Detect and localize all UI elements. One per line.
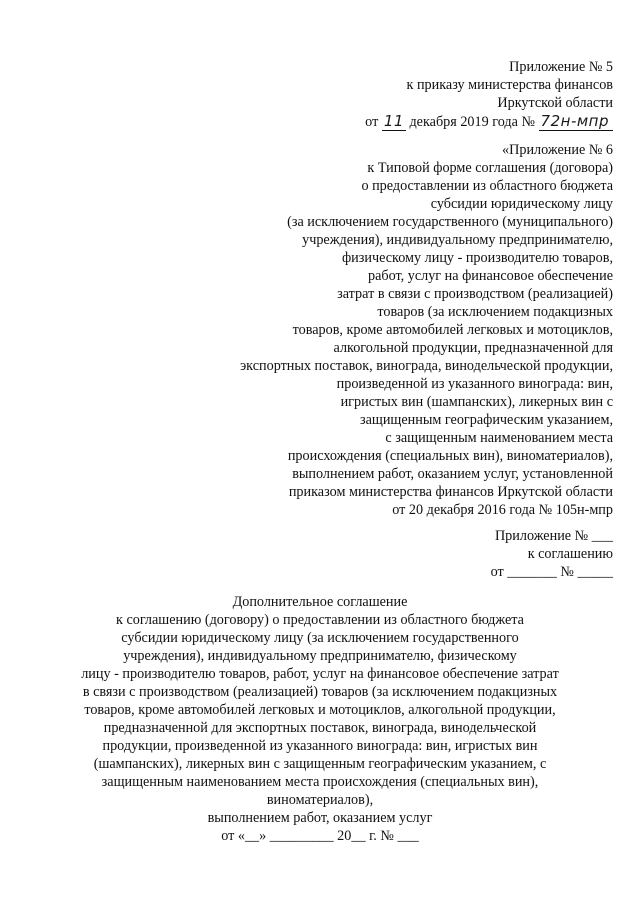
- appendix6-line: к Типовой форме соглашения (договора): [367, 160, 613, 176]
- title-line: предназначенной для экспортных поставок, винограда, винодельческой: [103, 720, 537, 736]
- agreement-appendix-line: Приложение № ___: [494, 528, 613, 544]
- order-date-line: [365, 112, 613, 131]
- appendix6-line: от 20 декабря 2016 года № 105н-мпр: [392, 502, 613, 518]
- title-line: (шампанских), ликерных вин с защищенным географическим указанием, с: [93, 756, 547, 772]
- agreement-appendix-line: от _______ № _____: [490, 564, 613, 580]
- appendix6-line: защищенным географическим указанием,: [360, 412, 613, 428]
- appendix6-line: приказом министерства финансов Иркутской области: [288, 484, 613, 500]
- appendix6-line: произведенной из указанного винограда: вин,: [336, 376, 613, 392]
- title-line: к соглашению (договору) о предоставлении из областного бюджета: [116, 612, 524, 628]
- title-line: лицу - производителю товаров, работ, услуг на финансовое обеспечение затрат: [81, 666, 559, 682]
- document-title: Дополнительное соглашение: [232, 594, 408, 610]
- appendix6-line: физическому лицу - производителю товаров,: [341, 250, 613, 266]
- order-date-prefix: от: [365, 114, 379, 130]
- handwritten-day: 11: [383, 112, 404, 130]
- title-line: защищенным наименованием места происхождения (специальных вин),: [101, 774, 539, 790]
- header-line-1: Приложение № 5: [509, 59, 613, 75]
- appendix6-line: учреждения), индивидуальному предпринимателю,: [302, 232, 613, 248]
- appendix6-line: товаров (за исключением подакцизных: [377, 304, 613, 320]
- title-line: виноматериалов),: [266, 792, 374, 808]
- title-line: продукции, произведенной из указанного винограда: вин, игристых вин: [102, 738, 538, 754]
- title-line: выполнением работ, оказанием услуг: [207, 810, 433, 826]
- appendix6-line: (за исключением государственного (муниципального): [287, 214, 613, 230]
- header-line-2: к приказу министерства финансов: [406, 77, 613, 93]
- appendix6-line: игристых вин (шампанских), ликерных вин с: [340, 394, 613, 410]
- appendix6-line: происхождения (специальных вин), виноматериалов),: [287, 448, 613, 464]
- appendix6-line: с защищенным наименованием места: [385, 430, 613, 446]
- appendix6-line: алкогольной продукции, предназначенной для: [333, 340, 613, 356]
- agreement-appendix-line: к соглашению: [527, 546, 613, 562]
- order-date-middle: декабря 2019 года №: [409, 114, 535, 130]
- handwritten-order-number: 72н-мпр: [539, 112, 613, 131]
- title-line: субсидии юридическому лицу (за исключением государственного: [121, 630, 519, 646]
- appendix6-line: субсидии юридическому лицу: [430, 196, 613, 212]
- appendix6-line: экспортных поставок, винограда, винодельческой продукции,: [240, 358, 613, 374]
- title-line: в связи с производством (реализацией) товаров (за исключением подакцизных: [82, 684, 558, 700]
- appendix6-line: о предоставлении из областного бюджета: [361, 178, 613, 194]
- header-line-3: Иркутской области: [497, 95, 613, 111]
- title-date-line: от «__» _________ 20__ г. № ___: [221, 828, 419, 844]
- title-line: товаров, кроме автомобилей легковых и мотоциклов, алкогольной продукции,: [84, 702, 556, 718]
- appendix6-line: работ, услуг на финансовое обеспечение: [367, 268, 613, 284]
- appendix6-line: затрат в связи с производством (реализацией): [337, 286, 613, 302]
- appendix6-line: товаров, кроме автомобилей легковых и мотоциклов,: [292, 322, 613, 338]
- appendix6-line: «Приложение № 6: [502, 142, 613, 158]
- title-line: учреждения), индивидуальному предпринимателю, физическому: [123, 648, 517, 664]
- appendix6-line: выполнением работ, оказанием услуг, установленной: [292, 466, 613, 482]
